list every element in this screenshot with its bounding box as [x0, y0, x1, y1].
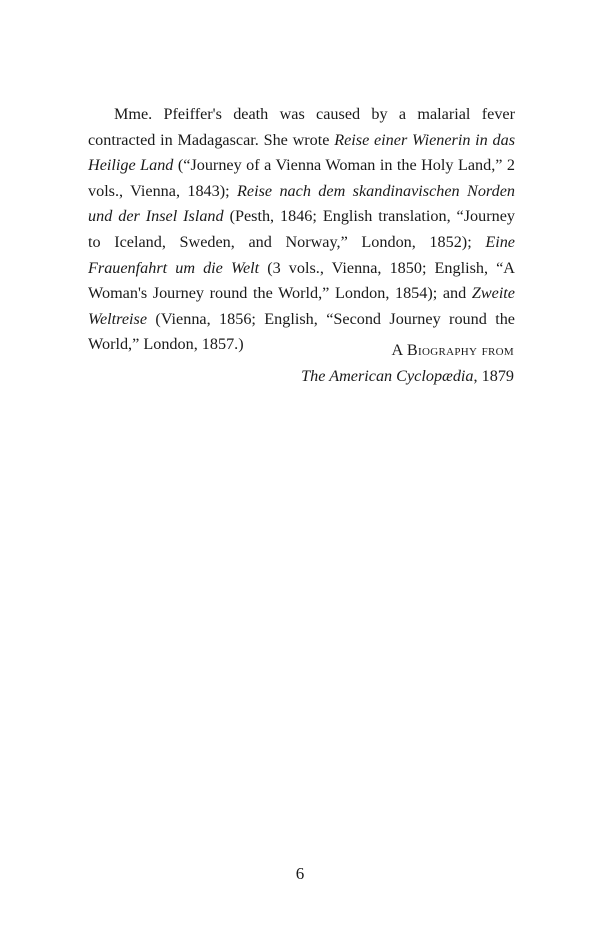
attribution-heading: A Biography from	[391, 341, 514, 359]
source-attribution	[301, 338, 514, 389]
text-segment: (“Journey of a Vienna Woman in the Holy Land,” 2 vols., Vienna, 1843);	[88, 156, 516, 200]
text-segment: Mme. Pfeiffer's death was caused by a malarial fever contracted in Madagascar. She wrote	[88, 105, 515, 149]
text-segment: (Pesth, 1846; English translation, “Journey to Iceland, Sweden, and Norway,” London, 1852);	[88, 207, 515, 251]
source-title: The American Cyclopædia	[301, 366, 474, 385]
text-segment: (3 vols., Vienna, 1850; English, “A Woman's Journey round the World,” London, 1854); and	[88, 258, 515, 303]
biography-paragraph	[88, 102, 515, 358]
book-title: Eine Frauenfahrt um die Welt	[88, 232, 515, 277]
book-title: Zweite Weltreise	[88, 284, 515, 328]
page-number: 6	[295, 864, 305, 883]
book-title: Reise nach dem skandinavischen Norden und der Insel Island	[88, 181, 515, 226]
text-segment: (Vienna, 1856; English, “Second Journey round the World,” London, 1857.)	[88, 309, 515, 354]
book-title: Reise einer Wienerin in das Heilige Land	[88, 130, 516, 175]
attribution-source	[301, 364, 514, 390]
source-year: , 1879	[473, 366, 514, 385]
